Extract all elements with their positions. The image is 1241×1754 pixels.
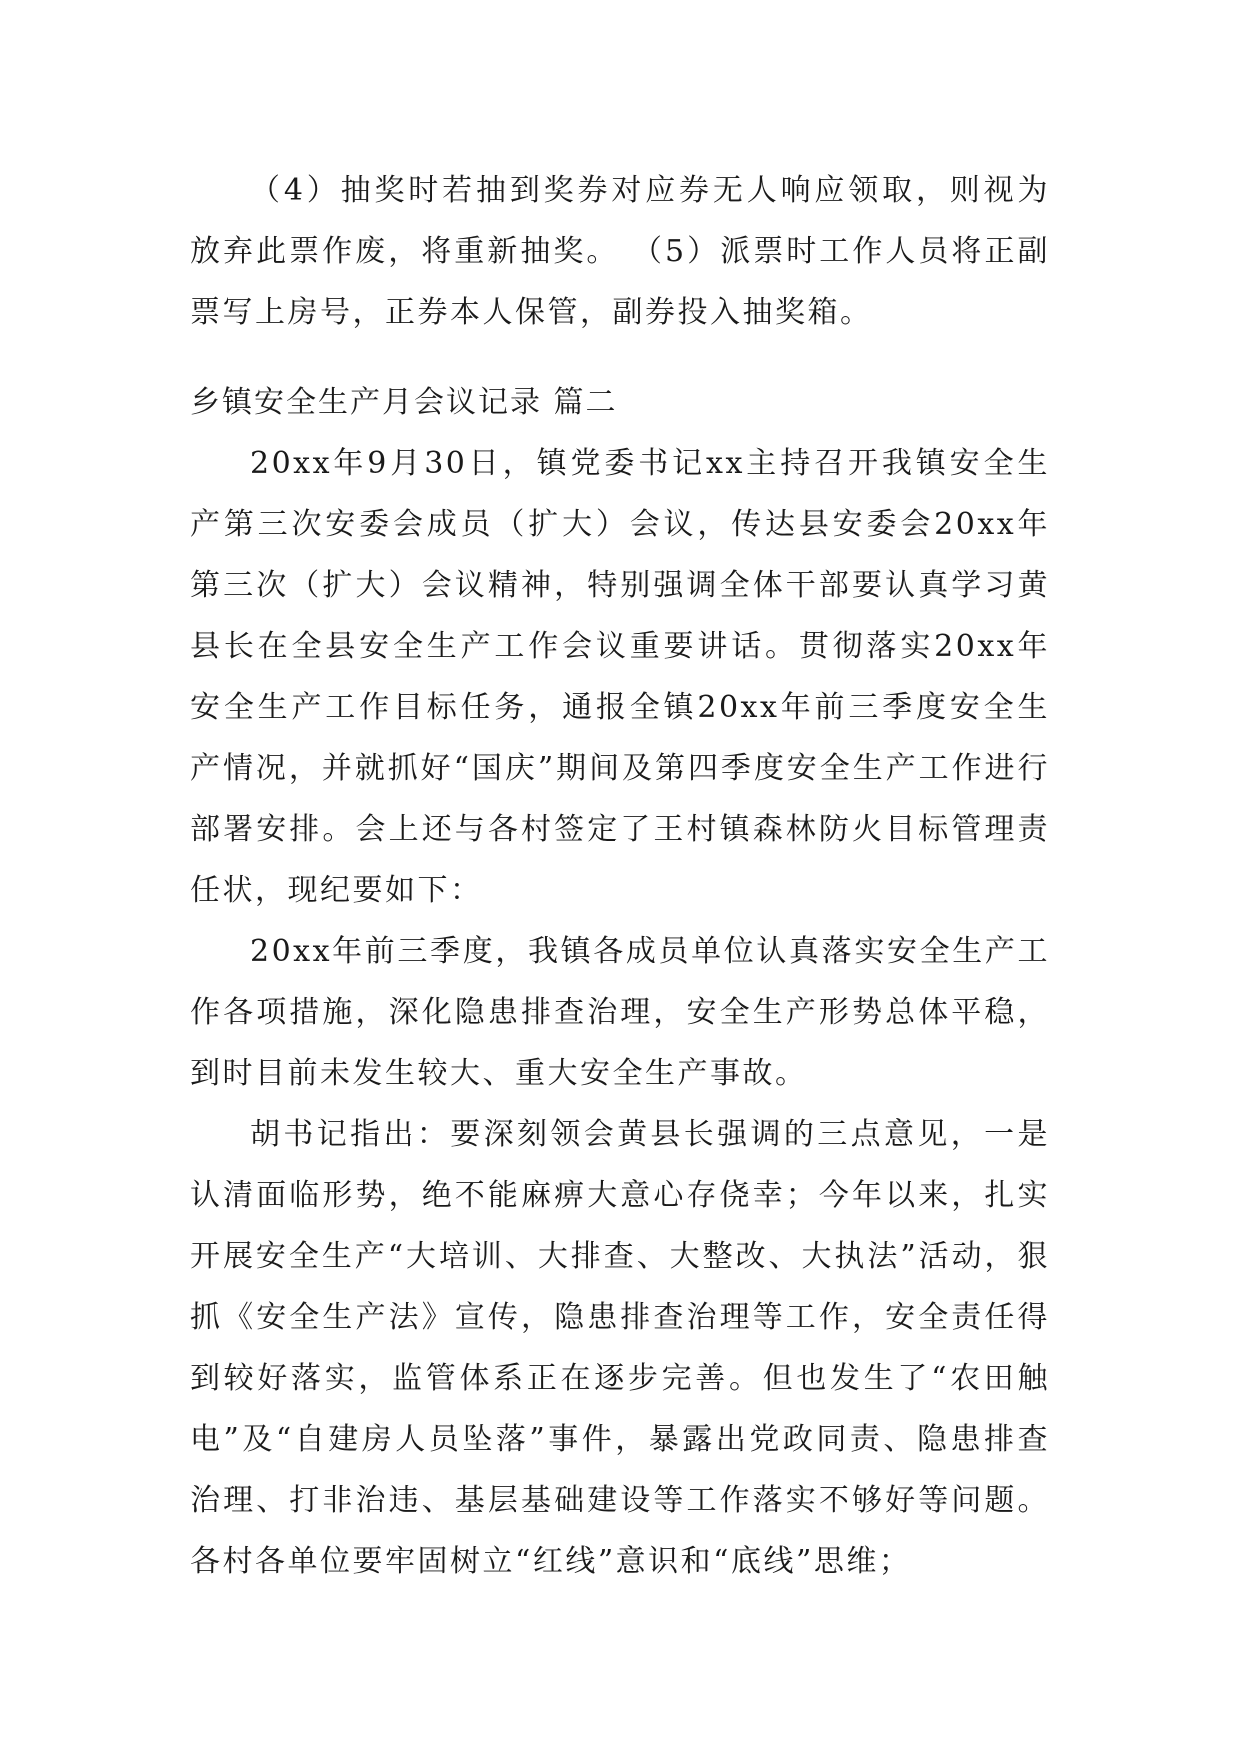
document-body <box>190 160 1050 1592</box>
paragraph-meeting-summary: 20xx年9月30日，镇党委书记xx主持召开我镇安全生产第三次安委会成员（扩大）会议，传达县安委会20xx年第三次（扩大）会议精神，特别强调全体干部要认真学习黄县长在全县安全生产工作会议重要讲话。贯彻落实20xx年安全生产工作目标任务，通报全镇20xx年前三季度安全生产情况，并就抓好“国庆”期间及第四季度安全生产工作进行部署安排。会上还与各村签定了王村镇森林防火目标管理责任状，现纪要如下： <box>190 446 1050 908</box>
section-title: 乡镇安全生产月会议记录 篇二 <box>190 385 618 420</box>
paragraph-secretary-remarks: 胡书记指出：要深刻领会黄县长强调的三点意见，一是认清面临形势，绝不能麻痹大意心存侥幸；今年以来，扎实开展安全生产“大培训、大排查、大整改、大执法”活动，狠抓《安全生产法》宣传，隐患排查治理等工作，安全责任得到较好落实，监管体系正在逐步完善。但也发生了“农田触电”及“自建房人员坠落”事件，暴露出党政同责、隐患排查治理、打非治违、基层基础建设等工作落实不够好等问题。各村各单位要牢固树立“红线”意识和“底线”思维； <box>190 1117 1050 1579</box>
paragraph-safety-status: 20xx年前三季度，我镇各成员单位认真落实安全生产工作各项措施，深化隐患排查治理，安全生产形势总体平稳，到时目前未发生较大、重大安全生产事故。 <box>190 934 1050 1091</box>
paragraph-lottery-rules: （4）抽奖时若抽到奖券对应券无人响应领取，则视为放弃此票作废，将重新抽奖。 （5）派票时工作人员将正副票写上房号，正券本人保管，副券投入抽奖箱。 <box>190 173 1050 330</box>
